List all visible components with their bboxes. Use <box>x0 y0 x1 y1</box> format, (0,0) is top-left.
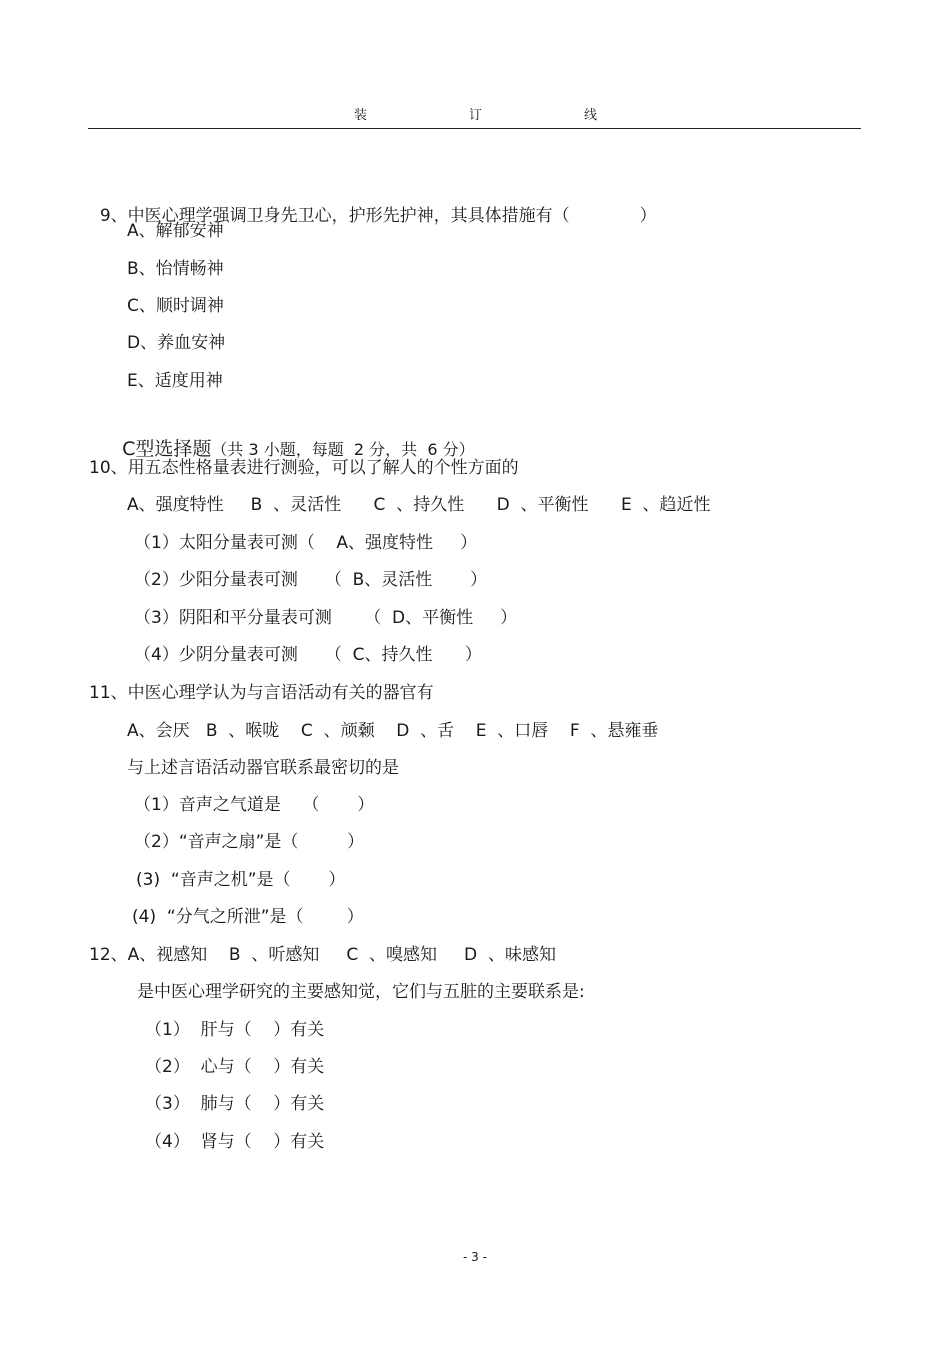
q9-option-c: C、顺时调神 <box>127 296 224 316</box>
q11-item-2: （2）“音声之扇”是（ ） <box>134 832 365 852</box>
q10-item-1: （1）太阳分量表可测（ A、强度特性 ） <box>134 533 478 553</box>
q11-choices: A、会厌 B 、喉咙 C 、颃颡 D 、舌 E 、口唇 F 、悬雍垂 <box>127 721 659 741</box>
q10-item-4: （4）少阴分量表可测 （ C、持久性 ） <box>134 645 482 665</box>
q10-choices: A、强度特性 B 、灵活性 C 、持久性 D 、平衡性 E 、趋近性 <box>127 495 711 515</box>
q10-item-2: （2）少阳分量表可测 （ B、灵活性 ） <box>134 570 488 590</box>
q10-item-3: （3）阴阳和平分量表可测 （ D、平衡性 ） <box>134 608 518 628</box>
page-number: - 3 - <box>463 1250 487 1264</box>
q9-option-d: D、养血安神 <box>127 333 226 353</box>
q12-lead: 是中医心理学研究的主要感知觉，它们与五脏的主要联系是: <box>137 982 585 1002</box>
q9-stem-close: ） <box>639 206 657 226</box>
q12-item-1: （1） 肝与（ ）有关 <box>145 1020 325 1040</box>
q12-item-3: （3） 肺与（ ）有关 <box>145 1094 325 1114</box>
q12-item-4: （4） 肾与（ ）有关 <box>145 1132 325 1152</box>
q11-item-3: (3) “音声之机”是（ ） <box>136 870 346 890</box>
section-heading <box>110 412 475 461</box>
q11-item-1: （1）音声之气道是 （ ） <box>134 795 375 815</box>
section-note: （共 3 小题，每题 2 分，共 6 分） <box>211 440 475 459</box>
q11-lead: 与上述言语活动器官联系最密切的是 <box>127 758 399 778</box>
q11-stem: 11、中医心理学认为与言语活动有关的器官有 <box>89 683 434 703</box>
q12-item-2: （2） 心与（ ）有关 <box>145 1057 325 1077</box>
section-title: C型选择题 <box>122 438 212 460</box>
header-char-1: 装 <box>354 108 368 123</box>
q11-item-4: (4) “分气之所泄”是（ ） <box>132 907 364 927</box>
header-char-3: 线 <box>584 108 598 123</box>
q12-stem: 12、A、视感知 B 、听感知 C 、嗅感知 D 、味感知 <box>89 945 556 965</box>
q9-option-a: A、解郁安神 <box>127 221 224 241</box>
q9-stem-text: 9、中医心理学强调卫身先卫心，护形先护神，其具体措施有（ <box>99 206 570 226</box>
q9-option-e: E、适度用神 <box>127 371 223 391</box>
q10-stem: 10、用五态性格量表进行测验，可以了解人的个性方面的 <box>89 458 519 478</box>
header-char-2: 订 <box>469 108 483 123</box>
q9-option-b: B、怡情畅神 <box>127 259 224 279</box>
binding-line-header <box>88 104 861 129</box>
